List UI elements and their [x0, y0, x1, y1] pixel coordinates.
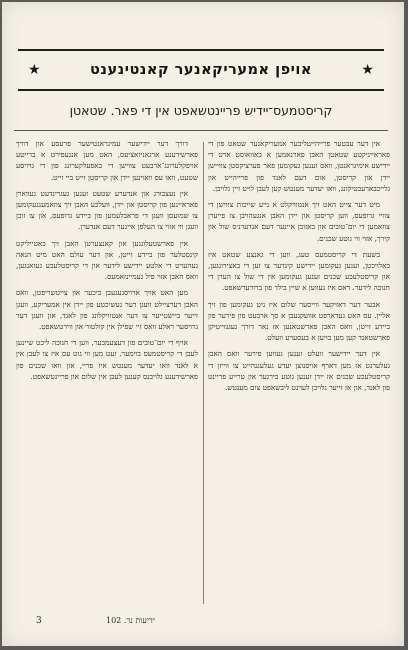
- star-icon: ★: [28, 62, 41, 78]
- page-number: 3: [36, 616, 42, 626]
- paragraph: אין פארשטעלונגען און קאנצערטן האבן זיך באטייליקט קינסטלער פון ביידע זייטן, און דער עולם האט מיט הנאה געהערט די אלטע יידישע לידער און די קריסטלעכע געזאנגען, וואס האבן אזוי פיל געמיינזאמעס.: [16, 238, 198, 282]
- paragraph: מען האט אויך ארויסגעגעבן ביכער און צייטשריפטן, וואס האבן דערציילט וועגן דער געשיכטע פון יידן אין אמעריקע, וועגן זייער ביישטייער צו דער אנטוויקלונג פון לאנד, און וועגן דער גרויסער ראלע וואס זיי שפילן אין קולטור און ווירטשאפט.: [16, 288, 198, 332]
- paragraph: בשעת די קריסטמעס טעג, ווען די גאנצע שטאט איז באלויכטן, זענען געקומען יידישע קינדער צו זען די באצירונגען, און קריסטלעכע שכנים זענען געקומען אין די שול צו הערן די חנוכה לידער. דאס איז געווען א שיין בילד פון ברודערשאפט.: [208, 249, 390, 293]
- masthead-title: אויפן אמעריקאנער קאנטינענט: [90, 62, 312, 78]
- paragraph: אבער דער דאזיקער ווייסער שלום איז ניט געקומען פון זיך אליין. עס האט געדארפט אוועקגעבן א סך ארבעט פון פירער פון ביידע זייטן, וואס האבן פארשטאנען אז נאר דורך געגנזייטיקן פארשטאנד קען מען בויען א בעסערע וועלט.: [208, 299, 390, 343]
- paragraph: דורך דער יידישער עמיגראנטישער פרעסע און דורך פארשידענע ארגאניזאציעס, האט מען אנגעפירט א ברייטע אויפקלערונג־ארבעט צווישן די באפעלקערונג פון די גרויסע שטעט, וואו עס וואוינען יידן און קריסטן זייט ביי זייט.: [16, 139, 198, 182]
- page-footer: [16, 616, 390, 630]
- issue-label: ידיעות נר. 102: [106, 616, 155, 625]
- column-divider: [203, 142, 204, 604]
- paragraph: מיט דער צייט האט זיך אנטוויקלט א נייע שייכות צווישן די צוויי גרופעס, ווען קריסטן און יידן האבן אנגעהויבן צו פייערן צוזאמען די יום־טובים און באזוכן איינער דעם אנדערנ׳ס שול און קירך, אזוי ווי גוטע שכנים.: [208, 200, 390, 243]
- article-column-right: [208, 138, 390, 610]
- paragraph: אויף די יום־טובים פון דעצעמבער, ווען די חנוכה ליכט שיינען לעבן די קריסטמעס בוימער, זעט מען ווי גוט עס איז צו לעבן אין א לאנד וואו יעדער מענטש איז פריי, און וואו שכנים פון פארשידענע גלויבנס קענען לעבן אין שלום און פריינטשאפט.: [16, 338, 198, 381]
- paragraph: אין נעצבורג און אנדערע שטעט זענען געגרינדעט געווארן פאראיינען פון קריסטן און יידן, וועלכע האבן זיך צוזאמענגעקומען צו שמועסן וועגן די פראבלעמען פון ביידע גרופעס, און צו זוכן וועגן ווי אזוי צו העלפן איינער דעם אנדערן.: [16, 188, 198, 232]
- article-column-left: [16, 138, 198, 610]
- document-page: [2, 2, 404, 646]
- paragraph: אין דער עכטער פרייהייטליבער אמעריקאנער שטאט פון די פאראייניקטע שטאטן האבן פארנאמען א באוואוסט ארט די יידישע אימיגראנטן, וואס זענען געקומען פאר פערציקסטן צוויישן יידן און קריסטן, אום דעם לאנד פון פרייהייט און גלייכבארעכטיקונג, וואו יעדער מענטש קען לעבן לויט זיין גלויבן.: [208, 139, 390, 193]
- masthead-banner: [18, 49, 384, 91]
- paragraph: אין דער יידישער וועלט זענען געווען פירער וואס האבן געלערנט אז מען דארף אויסנוצן יעדע געלעגנהייט צו ווייזן די קריסטלעכע שכנים אז יידן זענען גוטע בירגער און טרייע פריינט פון לאנד, און אז זייער גלויבן לערנט ליבשאפט צום מענטש.: [208, 349, 390, 393]
- article-headline: קריסטמעס־יידיש פריינטשאפט אין די פאר. שטאטן: [14, 100, 388, 131]
- star-icon: ★: [361, 62, 374, 78]
